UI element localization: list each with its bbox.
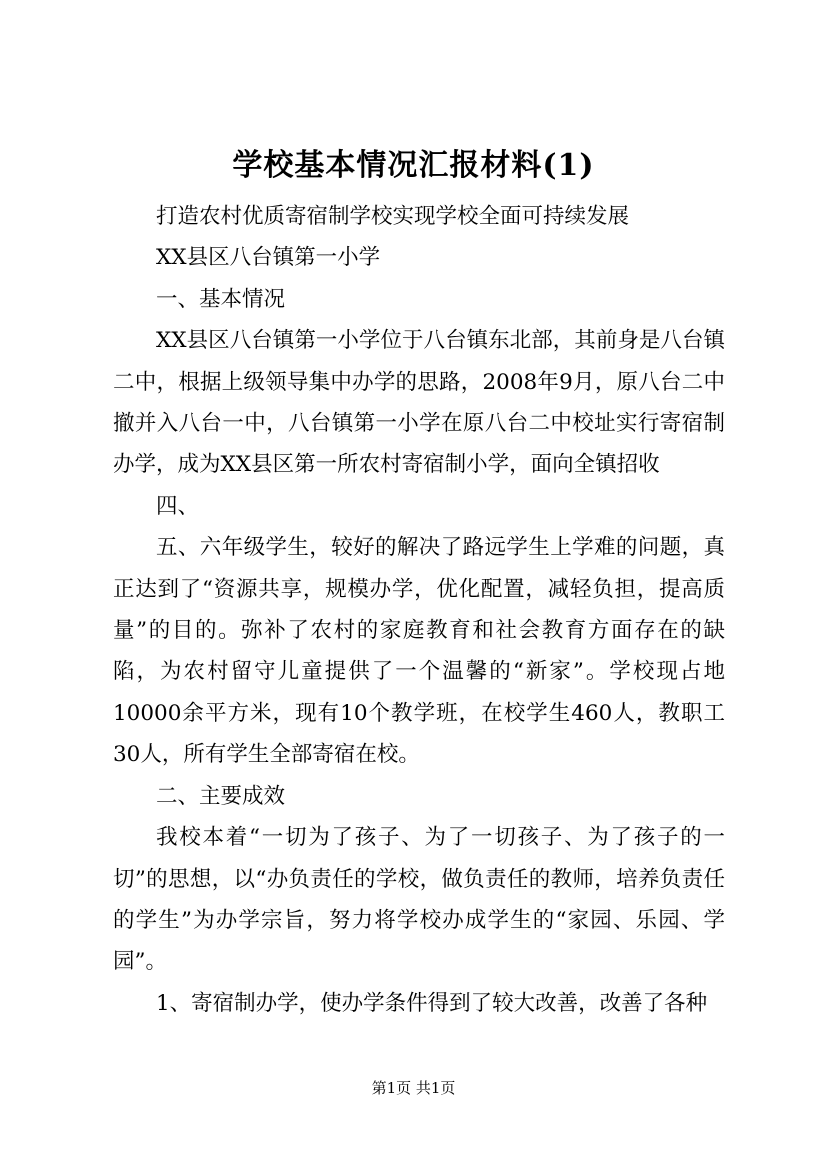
body-paragraph: 1、寄宿制办学，使办学条件得到了较大改善，改善了各种 bbox=[156, 990, 708, 1016]
body-paragraph: 四、 bbox=[156, 493, 200, 519]
body-paragraph: 五、六年级学生，较好的解决了路远学生上学难的问题，真正达到了“资源共享，规模办学，优化配置，减轻负担，提高质量”的目的。弥补了农村的家庭教育和社会教育方面存在的缺陷，为农村留守儿童提供了一个温馨的“新家”。学校现占地10000余平方米，现有10个教学班，在校学生460人，教职工30人，所有学生全部寄宿在校。 bbox=[113, 535, 725, 768]
document-body bbox=[113, 196, 725, 1024]
school-name-paragraph: XX县区八台镇第一小学 bbox=[156, 245, 381, 271]
section-heading-basic: 一、基本情况 bbox=[156, 286, 286, 312]
body-paragraph: 我校本着“一切为了孩子、为了一切孩子、为了孩子的一切”的思想，以“办负责任的学校，做负责任的教师，培养负责任的学生”为办学宗旨，努力将学校办成学生的“家园、乐园、学园”。 bbox=[113, 825, 725, 975]
body-paragraph: XX县区八台镇第一小学位于八台镇东北部，其前身是八台镇二中，根据上级领导集中办学的思路，2008年9月，原八台二中撤并入八台一中，八台镇第一小学在原八台二中校址实行寄宿制办学，成为XX县区第一所农村寄宿制小学，面向全镇招收 bbox=[113, 328, 725, 478]
page-footer: 第1页 共1页 bbox=[371, 1079, 456, 1097]
document-title: 学校基本情况汇报材料(1) bbox=[232, 148, 595, 183]
section-heading-results: 二、主要成效 bbox=[156, 783, 286, 809]
subtitle-paragraph: 打造农村优质寄宿制学校实现学校全面可持续发展 bbox=[156, 204, 630, 229]
